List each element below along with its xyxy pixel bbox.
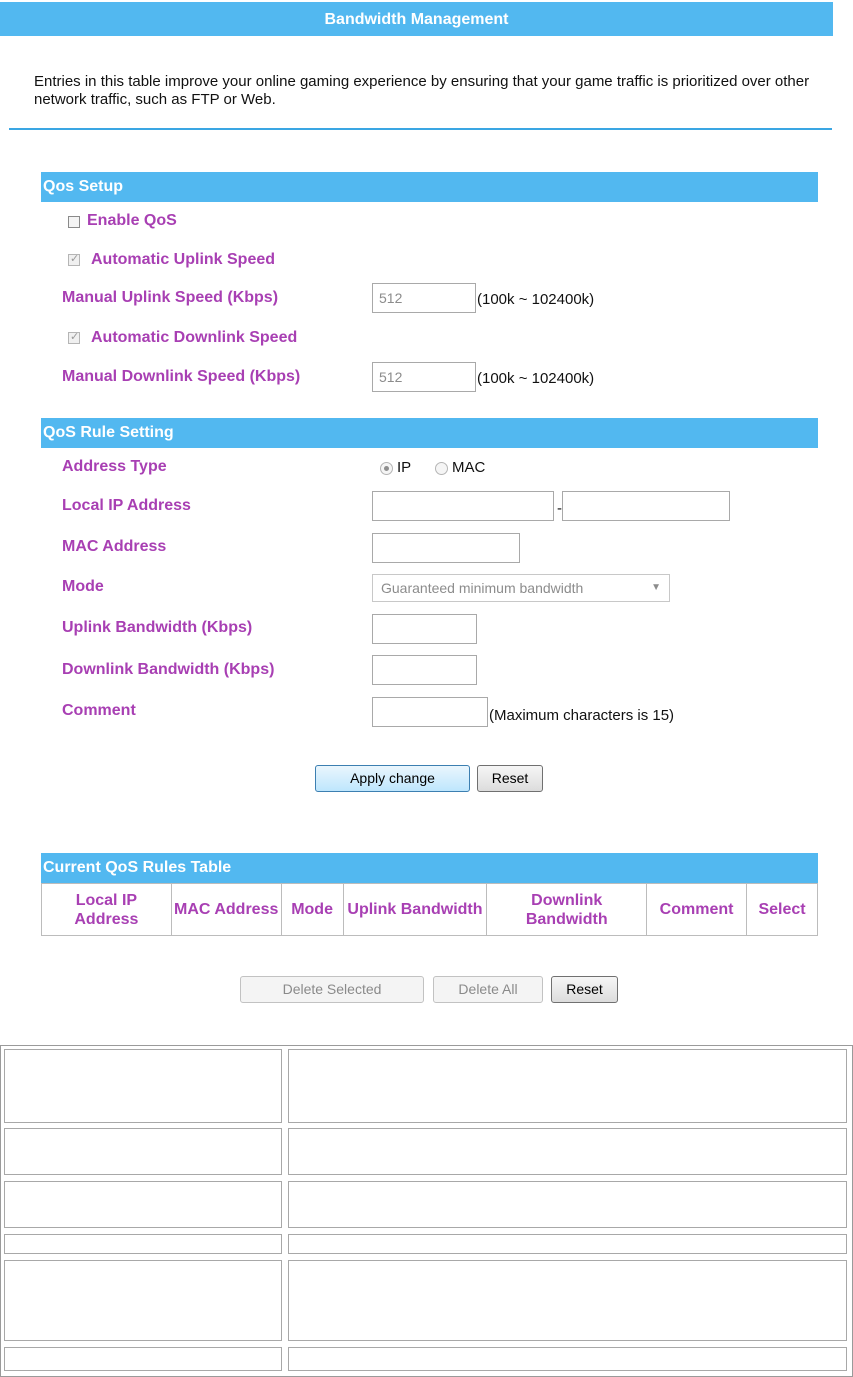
col-mac-address: MAC Address bbox=[171, 884, 281, 936]
grid-cell bbox=[4, 1347, 282, 1371]
auto-uplink-label: Automatic Uplink Speed bbox=[91, 251, 276, 268]
address-type-mac-radio[interactable] bbox=[435, 462, 448, 475]
manual-uplink-input[interactable]: 512 bbox=[372, 283, 476, 313]
manual-uplink-label: Manual Uplink Speed (Kbps) bbox=[62, 289, 279, 306]
manual-downlink-hint: (100k ~ 102400k) bbox=[477, 370, 595, 387]
uplink-bandwidth-label: Uplink Bandwidth (Kbps) bbox=[62, 619, 253, 636]
grid-cell bbox=[288, 1181, 847, 1228]
address-type-mac-label: MAC bbox=[452, 459, 486, 476]
auto-downlink-label: Automatic Downlink Speed bbox=[91, 329, 298, 346]
grid-cell bbox=[4, 1260, 282, 1341]
grid-cell bbox=[288, 1128, 847, 1175]
col-uplink-bandwidth: Uplink Bandwidth bbox=[343, 884, 487, 936]
col-select: Select bbox=[747, 884, 818, 936]
divider bbox=[9, 128, 832, 130]
mode-label: Mode bbox=[62, 578, 104, 595]
address-type-label: Address Type bbox=[62, 458, 167, 475]
rules-table bbox=[41, 883, 818, 936]
mac-address-label: MAC Address bbox=[62, 538, 167, 555]
comment-label: Comment bbox=[62, 702, 136, 719]
downlink-bandwidth-input[interactable] bbox=[372, 655, 477, 685]
table-header-row bbox=[42, 884, 818, 936]
enable-qos-label: Enable QoS bbox=[87, 212, 177, 229]
reset-button[interactable]: Reset bbox=[477, 765, 543, 792]
local-ip-start-input[interactable] bbox=[372, 491, 554, 521]
col-local-ip: Local IP Address bbox=[42, 884, 172, 936]
grid-cell bbox=[4, 1181, 282, 1228]
rules-table-heading: Current QoS Rules Table bbox=[41, 853, 818, 883]
chevron-down-icon: ▼ bbox=[651, 582, 661, 593]
grid-cell bbox=[288, 1234, 847, 1254]
comment-input[interactable] bbox=[372, 697, 488, 727]
delete-all-button[interactable]: Delete All bbox=[433, 976, 543, 1003]
manual-downlink-label: Manual Downlink Speed (Kbps) bbox=[62, 368, 301, 385]
grid-cell bbox=[288, 1260, 847, 1341]
col-downlink-bandwidth: Downlink Bandwidth bbox=[487, 884, 647, 936]
auto-uplink-checkbox[interactable] bbox=[68, 254, 80, 266]
mac-address-input[interactable] bbox=[372, 533, 520, 563]
mode-select[interactable] bbox=[372, 574, 670, 602]
grid-cell bbox=[288, 1347, 847, 1371]
col-mode: Mode bbox=[281, 884, 343, 936]
page-title: Bandwidth Management bbox=[0, 2, 833, 36]
local-ip-separator: - bbox=[557, 500, 562, 517]
downlink-bandwidth-label: Downlink Bandwidth (Kbps) bbox=[62, 661, 275, 678]
col-comment: Comment bbox=[647, 884, 747, 936]
table-reset-button[interactable]: Reset bbox=[551, 976, 618, 1003]
enable-qos-checkbox[interactable] bbox=[68, 216, 80, 228]
rule-setting-heading: QoS Rule Setting bbox=[41, 418, 818, 448]
address-type-ip-label: IP bbox=[397, 459, 412, 476]
uplink-bandwidth-input[interactable] bbox=[372, 614, 477, 644]
apply-change-button[interactable]: Apply change bbox=[315, 765, 470, 792]
grid-cell bbox=[4, 1128, 282, 1175]
address-type-ip-radio[interactable] bbox=[380, 462, 393, 475]
local-ip-label: Local IP Address bbox=[62, 497, 191, 514]
grid-cell bbox=[4, 1049, 282, 1123]
comment-hint: (Maximum characters is 15) bbox=[489, 707, 675, 724]
check-icon: ✓ bbox=[70, 253, 80, 265]
manual-uplink-hint: (100k ~ 102400k) bbox=[477, 291, 595, 308]
local-ip-end-input[interactable] bbox=[562, 491, 730, 521]
grid-cell bbox=[288, 1049, 847, 1123]
auto-downlink-checkbox[interactable] bbox=[68, 332, 80, 344]
delete-selected-button[interactable]: Delete Selected bbox=[240, 976, 424, 1003]
check-icon: ✓ bbox=[70, 331, 80, 343]
manual-downlink-input[interactable]: 512 bbox=[372, 362, 476, 392]
qos-setup-heading: Qos Setup bbox=[41, 172, 818, 202]
grid-cell bbox=[4, 1234, 282, 1254]
intro-text: Entries in this table improve your online gaming experience by ensuring that your game traffic is prioritized over other network traffic, such as FTP or Web. bbox=[34, 73, 810, 108]
mode-selected-value: Guaranteed minimum bandwidth bbox=[381, 580, 584, 596]
